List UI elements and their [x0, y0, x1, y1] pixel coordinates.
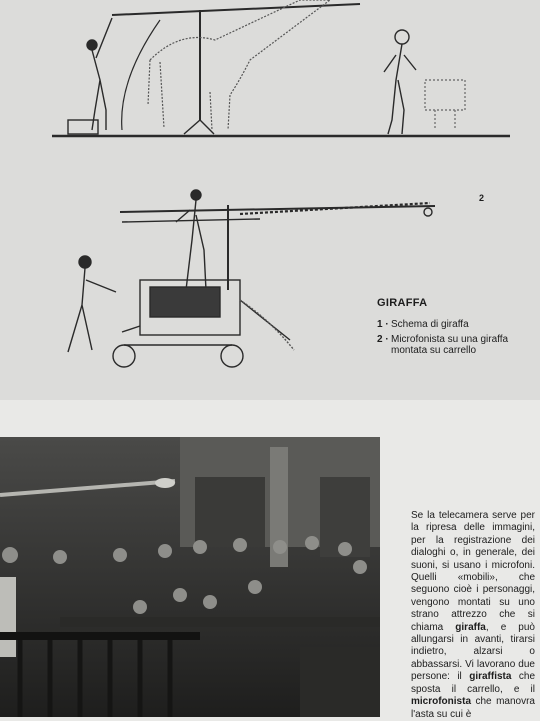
term-microfonista: microfonista [411, 696, 472, 708]
caption-item-text: Microfonista su una giraffa montata su carrello [391, 334, 509, 356]
figure-caption [377, 297, 527, 360]
caption-item-text: Schema di giraffa [391, 319, 469, 330]
caption-item-number: 1 · [377, 319, 389, 330]
term-giraffista: giraffista [469, 671, 512, 683]
courtroom-photo [0, 437, 380, 717]
figure-number: 2 [479, 193, 485, 203]
article-body-text: Se la telecamera serve per la ripresa delle immagini, per la registrazione dei dialoghi o, in generale, dei suoni, si usano i microfoni. Quelli «mobili», che seguono cioè i personaggi, vengono montati su uno strano attrezzo che si chiama giraffa, e può allungarsi in avanti, tirarsi indietro, alzarsi o abbassarsi. Vi lavorano due persone: il giraffista che sposta il carrello, e il microfonista che manovra l'asta su cui è [411, 510, 536, 720]
caption-item-number: 2 · [377, 334, 389, 345]
caption-item [377, 334, 527, 356]
term-giraffa: giraffa [455, 621, 486, 633]
caption-item [377, 319, 527, 330]
caption-title: GIRAFFA [377, 297, 428, 309]
